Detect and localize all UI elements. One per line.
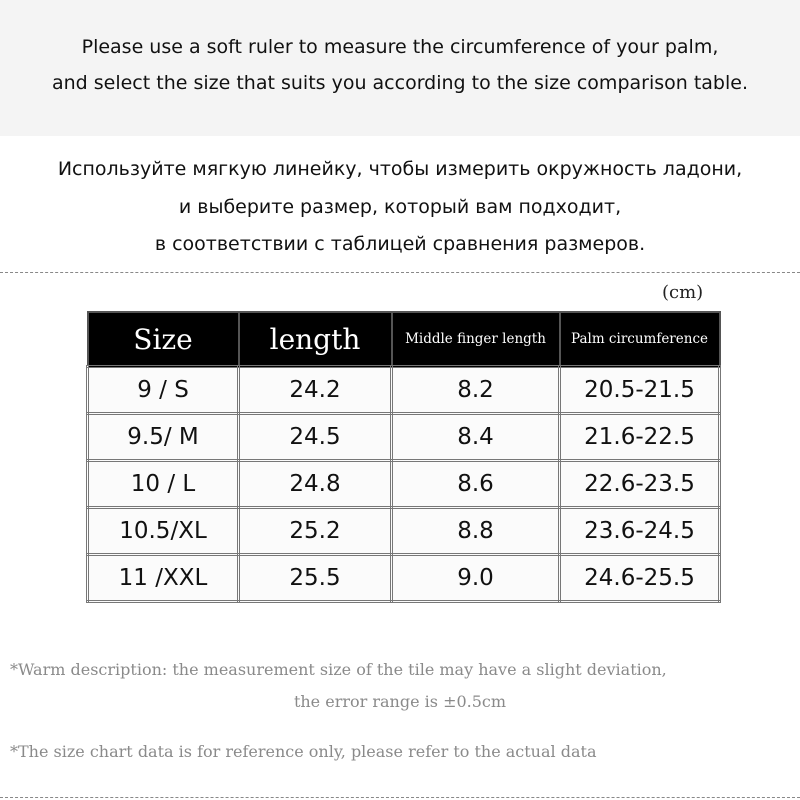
cell-length: 24.5 [239,414,392,461]
header-size: Size [88,312,239,367]
instruction-en-line-2: and select the size that suits you according to the size comparison table. [51,72,749,94]
instruction-en-line-1: Please use a soft ruler to measure the circumference of your palm, [81,36,719,58]
divider [0,272,800,273]
cell-size: 11 /XXL [88,555,239,602]
note-reference-only: *The size chart data is for reference only, please refer to the actual data [10,742,597,761]
table-header-row [88,312,720,367]
header-palm-circumference: Palm circumference [560,312,720,367]
cell-finger: 9.0 [392,555,560,602]
header-length: length [239,312,392,367]
instruction-ru-line-1: Используйте мягкую линейку, чтобы измерить окружность ладони, [57,158,743,180]
cell-finger: 8.2 [392,367,560,414]
cell-palm: 24.6-25.5 [560,555,720,602]
table-row [88,508,720,555]
cell-length: 24.2 [239,367,392,414]
header-band [0,0,800,136]
cell-size: 10.5/XL [88,508,239,555]
divider-bottom [0,797,800,798]
cell-finger: 8.6 [392,461,560,508]
cell-length: 25.5 [239,555,392,602]
size-table [86,311,721,603]
cell-size: 9.5/ M [88,414,239,461]
instruction-ru-line-3: в соответствии с таблицей сравнения размеров. [154,233,646,255]
note-warm-description: *Warm description: the measurement size of the tile may have a slight deviation, [10,660,667,679]
cell-palm: 23.6-24.5 [560,508,720,555]
table-row [88,555,720,602]
note-error-range: the error range is ±0.5cm [293,692,507,711]
cell-palm: 21.6-22.5 [560,414,720,461]
header-middle-finger-length: Middle finger length [392,312,560,367]
cell-length: 25.2 [239,508,392,555]
cell-size: 10 / L [88,461,239,508]
table-row [88,414,720,461]
cell-length: 24.8 [239,461,392,508]
cell-size: 9 / S [88,367,239,414]
instruction-ru-line-2: и выберите размер, который вам подходит, [178,196,622,218]
cell-finger: 8.4 [392,414,560,461]
table-row [88,461,720,508]
cell-palm: 20.5-21.5 [560,367,720,414]
cell-finger: 8.8 [392,508,560,555]
unit-label: (cm) [662,282,704,303]
cell-palm: 22.6-23.5 [560,461,720,508]
table-row [88,367,720,414]
